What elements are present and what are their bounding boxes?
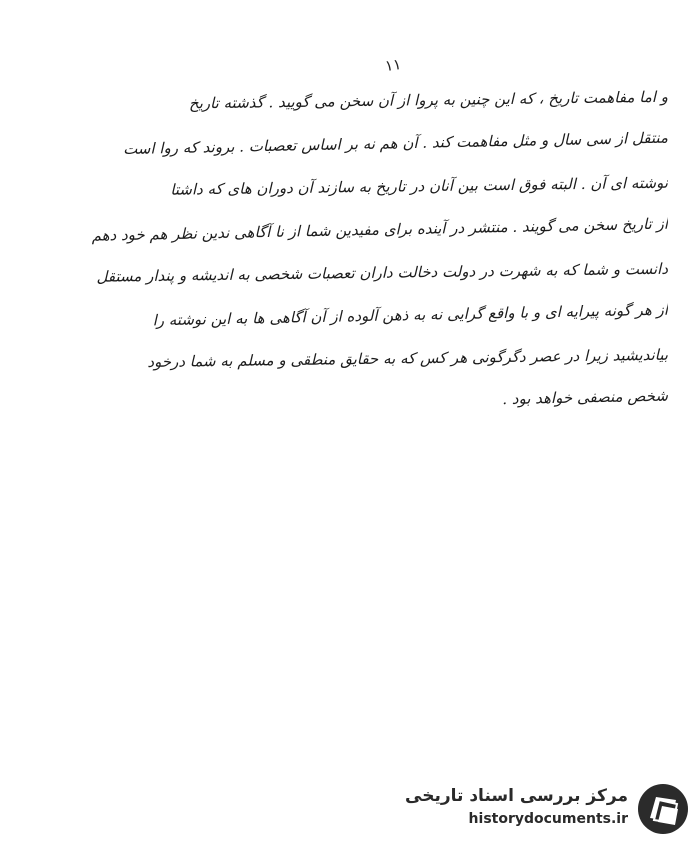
handwritten-line: از هر گونه پیرایه ای و با واقع گرایی نه به ذهن آلوده از آن آگاهی ها به این نوشته را bbox=[152, 300, 669, 330]
page-number: ۱۱ bbox=[383, 54, 403, 76]
handwritten-line: منتقل از سی سال و مثل مفاهمت کند . آن هم نه بر اساس تعصبات . بروند که روا است bbox=[122, 128, 669, 159]
handwritten-line: دانست و شما که به شهرت در دولت دخالت داران تعصبات شخصی به اندیشه و پندار مستقل bbox=[96, 259, 669, 286]
watermark-logo bbox=[405, 780, 690, 836]
handwritten-line: از تاریخ سخن می گویند . منتشر در آینده برای مفیدین شما از نا آگاهی ندین نظر هم خود دهم bbox=[91, 214, 669, 245]
handwritten-line: و اما مفاهمت تاریخ ، که این چنین به پروا از آن سخن می گویید . گذشته تاریخ bbox=[188, 87, 669, 113]
handwritten-text bbox=[58, 80, 668, 424]
handwritten-line: نوشته ای آن . البته فوق است بین آنان در تاریخ به سازند آن دوران های که داشتا bbox=[170, 173, 669, 199]
watermark-url: historydocuments.ir bbox=[468, 811, 628, 827]
document-folder-icon bbox=[636, 782, 690, 836]
watermark-title: مرکز بررسی اسناد تاریخی bbox=[405, 786, 628, 806]
handwritten-line: بیاندیشید زیرا در عصر دگرگونی هر کس که به حقایق منطقی و مسلم به شما درخود bbox=[147, 345, 669, 372]
handwritten-line: شخص منصفی خواهد بود . bbox=[502, 386, 669, 409]
